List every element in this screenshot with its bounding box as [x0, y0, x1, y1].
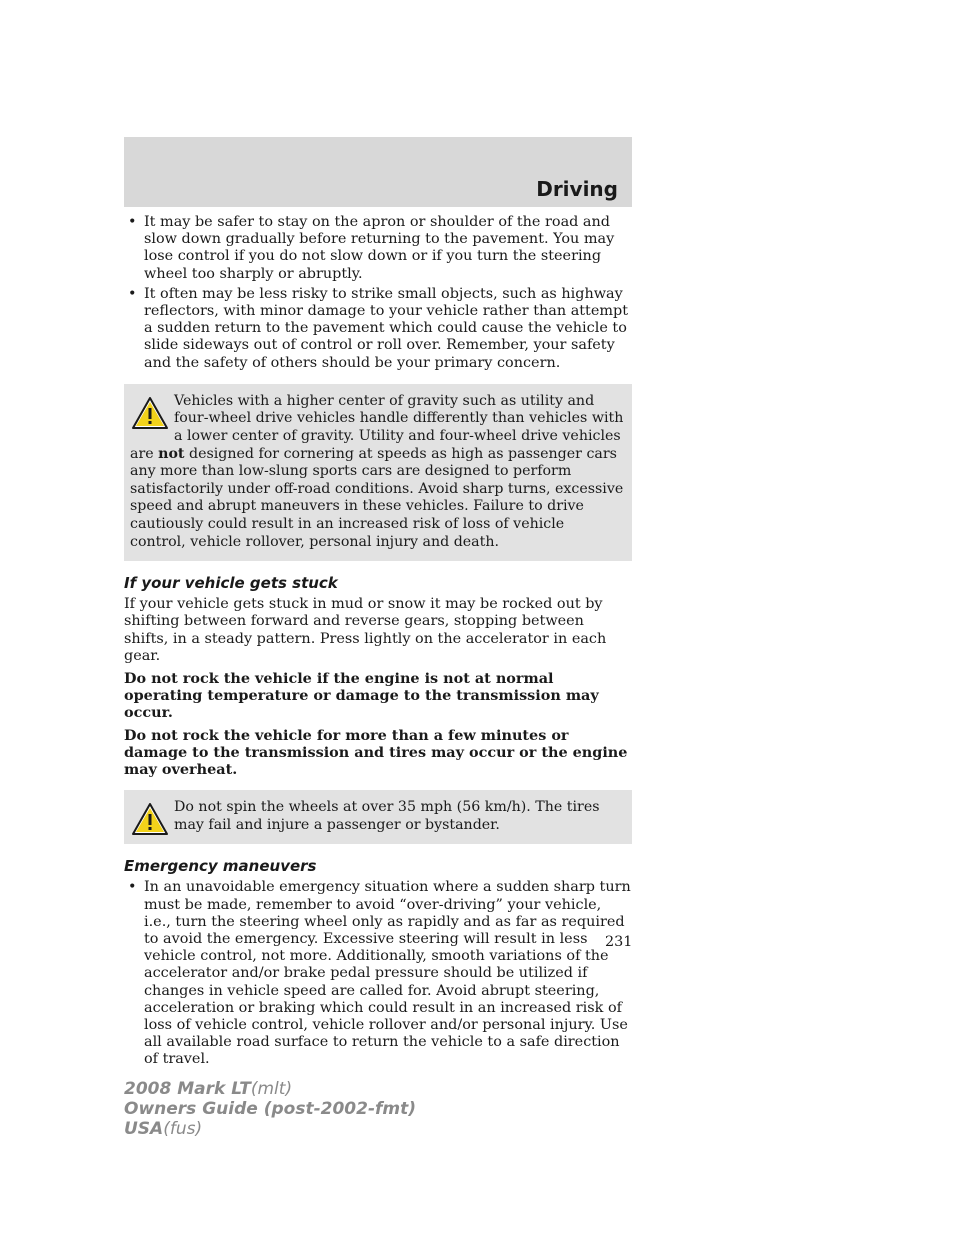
warning-text: Do not spin the wheels at over 35 mph (56 km/h). The tires may fail and injure a passenger or bystander. — [174, 799, 600, 833]
paragraph-stuck-caution-1: Do not rock the vehicle if the engine is not at normal operating temperature or damage to the transmission may occur. — [124, 669, 599, 722]
footer-line-guide: Owners Guide (post-2002-fmt) — [124, 1099, 417, 1119]
list-item — [124, 286, 632, 372]
list-item-text: In an unavoidable emergency situation where a sudden sharp turn must be made, remember to avoid “over-driving” your vehicle, i.e., turn the steering wheel only as rapidly and as far as required to avoid the emergency. Excessive steering will result in less vehicle control, not more. Additionally, smooth variations of the accelerator and/or brake pedal pressure should be utilized if changes in vehicle speed are called for. Avoid abrupt steering, acceleration or braking which could result in an increased risk of loss of vehicle control, vehicle rollover and/or personal injury. Use all available road surface to return the vehicle to a safe direction of travel. — [144, 879, 631, 1068]
bullet-glyph: • — [128, 285, 137, 302]
section-header-band — [124, 137, 632, 207]
bullet-glyph: • — [128, 879, 137, 896]
bullet-glyph: • — [128, 214, 137, 230]
bullet-list-top — [124, 214, 632, 372]
footer-line-model: 2008 Mark LT(mlt) — [124, 1079, 293, 1099]
warning-box-wheel-spin — [124, 790, 632, 844]
list-item — [124, 879, 632, 1068]
list-item-text: It may be safer to stay on the apron or shoulder of the road and slow down gradually before returning to the pavement. You may lose control if you do not slow down or if you turn the steering wheel too sharply or abruptly. — [144, 214, 615, 282]
heading-vehicle-stuck: If your vehicle gets stuck — [124, 574, 338, 593]
section-title: Driving — [536, 177, 618, 201]
paragraph-stuck: If your vehicle gets stuck in mud or snow it may be rocked out by shifting between forward and reverse gears, stopping between shifts, in a steady pattern. Press lightly on the accelerator in each gear. — [124, 596, 607, 664]
list-item — [124, 214, 632, 283]
page-content — [124, 214, 632, 1072]
warning-text: Vehicles with a higher center of gravity such as utility and four-wheel drive vehicles handle differently than vehicles with a lower center of gravity. Utility and four-wheel drive vehicles are not designed for cornering at speeds as high as passenger cars any more than low-slung sports cars are designed to perform satisfactorily under off-road conditions. Avoid sharp turns, excessive speed and abrupt maneuvers in these vehicles. Failure to drive cautiously could result in an increased risk of loss of vehicle control, vehicle rollover, personal injury and death. — [130, 392, 624, 550]
page-number: 231 — [605, 934, 633, 950]
warning-triangle-icon — [130, 801, 170, 837]
bullet-list-emergency — [124, 879, 632, 1068]
paragraph-stuck-caution-2: Do not rock the vehicle for more than a few minutes or damage to the transmission and tires may occur or the engine may overheat. — [124, 726, 628, 778]
warning-triangle-icon — [130, 395, 170, 431]
heading-emergency-maneuvers: Emergency maneuvers — [124, 857, 317, 876]
document-footer — [124, 1079, 416, 1139]
warning-box-vehicle-handling — [124, 384, 632, 561]
list-item-text: It often may be less risky to strike small objects, such as highway reflectors, with minor damage to your vehicle rather than attempt a sudden return to the pavement which could cause the vehicle to slide sideways out of control or roll over. Remember, your safety and the safety of others should be your primary concern. — [144, 285, 628, 371]
warning-emphasis: not — [158, 445, 185, 462]
footer-line-market: USA(fus) — [124, 1119, 203, 1139]
